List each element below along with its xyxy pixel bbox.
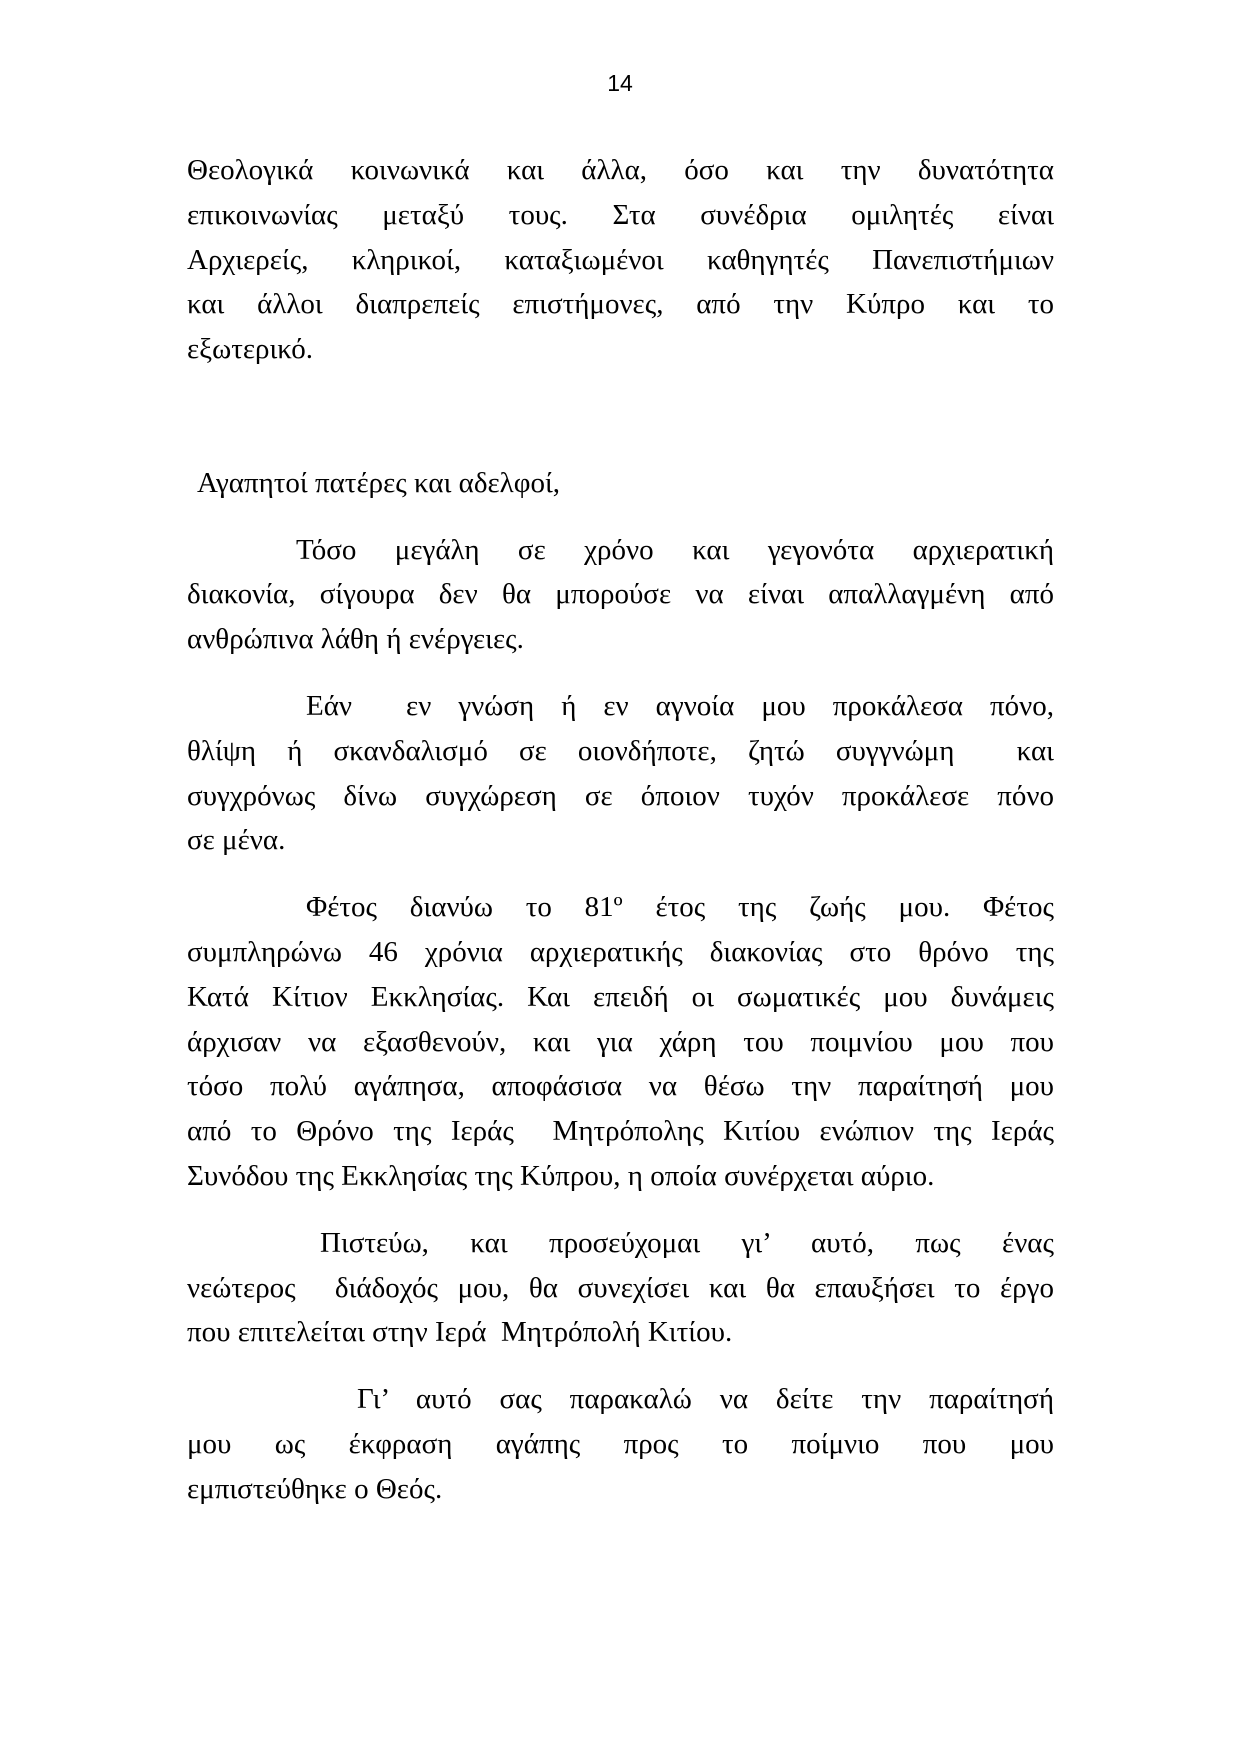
text-line: νεώτερος διάδοχός μου, θα συνεχίσει και θα επαυξήσει το έργο [187, 1271, 1054, 1304]
text-line: Γι’ αυτό σας παρακαλώ να δείτε την παραίτησή [357, 1383, 1054, 1416]
text-line: Συνόδου της Εκκλησίας της Κύπρου, η οποία συνέρχεται αύριο. [187, 1159, 935, 1192]
text-line: και άλλοι διαπρεπείς επιστήμονες, από την Κύπρο και το [187, 288, 1054, 321]
paragraph [187, 1377, 1054, 1511]
text-line: Αρχιερείς, κληρικοί, καταξιωμένοι καθηγητές Πανεπιστήμιων [187, 243, 1054, 276]
text-line: επικοινωνίας μεταξύ τους. Στα συνέδρια ομιλητές είναι [187, 198, 1054, 231]
text-line: Φέτος διανύω το 81º έτος της ζωής μου. Φέτος [306, 891, 1054, 924]
text-line: που επιτελείται στην Ιερά Μητρόπολή Κιτίου. [187, 1316, 733, 1349]
text-line: τόσο πολύ αγάπησα, αποφάσισα να θέσω την παραίτησή μου [187, 1070, 1054, 1103]
paragraph [187, 461, 1054, 506]
paragraph [187, 885, 1054, 1199]
text-line: Αγαπητοί πατέρες και αδελφοί, [197, 466, 561, 499]
paragraph [187, 684, 1054, 863]
document-body [187, 148, 1054, 1534]
text-line: Θεολογικά κοινωνικά και άλλα, όσο και την δυνατότητα [187, 154, 1054, 186]
text-line: συγχρόνως δίνω συγχώρεση σε όποιον τυχόν προκάλεσε πόνο [187, 779, 1054, 812]
text-line: Τόσο μεγάλη σε χρόνο και γεγονότα αρχιερατική [296, 533, 1054, 566]
paragraph [187, 394, 1054, 439]
text-line: από το Θρόνο της Ιεράς Μητρόπολης Κιτίου ενώπιον της Ιεράς [187, 1115, 1054, 1148]
text-line: Κατά Κίτιον Εκκλησίας. Και επειδή οι σωματικές μου δυνάμεις [187, 980, 1054, 1013]
text-line: μου ως έκφραση αγάπης προς το ποίμνιο που μου [187, 1427, 1054, 1460]
paragraph [187, 148, 1054, 372]
text-line: άρχισαν να εξασθενούν, και για χάρη του ποιμνίου μου που [187, 1025, 1054, 1058]
text-line [187, 394, 1054, 439]
text-line: Εάν εν γνώση ή εν αγνοία μου προκάλεσα πόνο, [306, 689, 1054, 722]
text-line: ανθρώπινα λάθη ή ενέργειες. [187, 623, 524, 656]
text-line: θλίψη ή σκανδαλισμό σε οιονδήποτε, ζητώ συγγνώμη και [187, 734, 1054, 767]
text-line: Πιστεύω, και προσεύχομαι γι’ αυτό, πως ένας [320, 1226, 1054, 1259]
text-line: εξωτερικό. [187, 333, 314, 366]
text-line: σε μένα. [187, 824, 286, 857]
text-line: διακονία, σίγουρα δεν θα μπορούσε να είναι απαλλαγμένη από [187, 578, 1054, 611]
text-line: συμπληρώνω 46 χρόνια αρχιερατικής διακονίας στο θρόνο της [187, 935, 1054, 968]
page-number: 14 [607, 70, 633, 96]
paragraph [187, 528, 1054, 662]
text-line: εμπιστεύθηκε ο Θεός. [187, 1472, 443, 1505]
paragraph [187, 1221, 1054, 1355]
